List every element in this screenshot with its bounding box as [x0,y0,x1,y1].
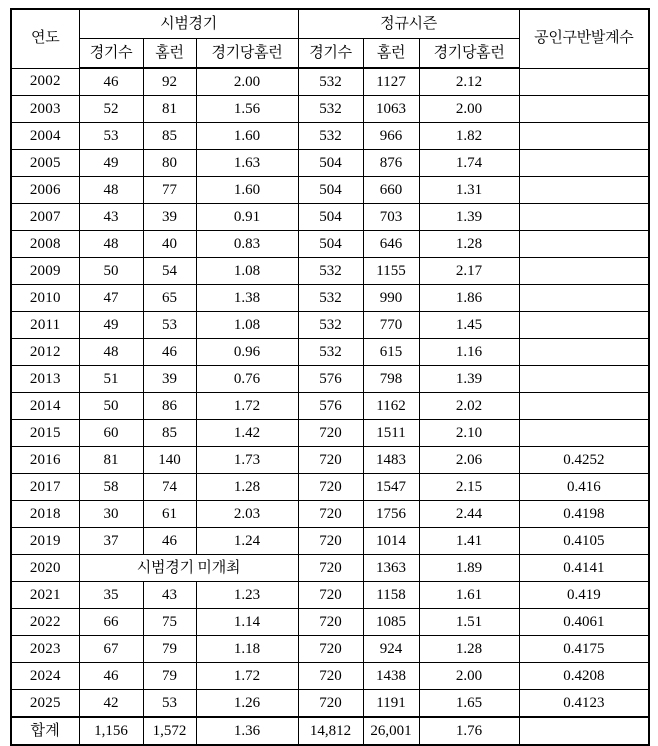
table-row [11,123,649,150]
cell-preseason-games: 66 [79,609,143,636]
cell-regular-hr-per-game: 2.02 [419,393,519,420]
cell-ball-coefficient: 0.4208 [519,663,649,690]
cell-regular-hr-per-game: 2.06 [419,447,519,474]
cell-preseason-homeruns: 39 [143,204,196,231]
cell-preseason-homeruns: 54 [143,258,196,285]
cell-year: 2006 [11,177,79,204]
table-row [11,690,649,718]
cell-year: 2003 [11,96,79,123]
cell-year: 2022 [11,609,79,636]
cell-ball-coefficient [519,339,649,366]
cell-regular-games: 720 [298,636,363,663]
cell-preseason-homeruns: 43 [143,582,196,609]
cell-regular-hr-per-game: 2.15 [419,474,519,501]
cell-regular-hr-per-game: 2.44 [419,501,519,528]
cell-preseason-homeruns: 61 [143,501,196,528]
cell-preseason-hr-per-game: 1.56 [196,96,298,123]
cell-regular-homeruns: 1483 [363,447,419,474]
cell-regular-homeruns: 1155 [363,258,419,285]
cell-year: 2025 [11,690,79,718]
cell-regular-hr-per-game: 1.45 [419,312,519,339]
cell-ball-coefficient: 0.4123 [519,690,649,718]
cell-preseason-games: 46 [79,68,143,96]
table-row [11,258,649,285]
cell-preseason-hr-per-game: 1.72 [196,393,298,420]
table-row [11,366,649,393]
table-row [11,474,649,501]
cell-preseason-homeruns: 65 [143,285,196,312]
cell-regular-hr-per-game: 1.82 [419,123,519,150]
cell-regular-hr-per-game: 1.61 [419,582,519,609]
cell-year: 2020 [11,555,79,582]
cell-preseason-hr-per-game: 2.00 [196,68,298,96]
cell-preseason-games: 47 [79,285,143,312]
cell-preseason-hr-per-game: 1.38 [196,285,298,312]
cell-year: 2016 [11,447,79,474]
cell-year: 2024 [11,663,79,690]
cell-regular-games: 532 [298,258,363,285]
cell-regular-games: 720 [298,582,363,609]
cell-ball-coefficient: 0.416 [519,474,649,501]
column-header-regular-games: 경기수 [298,39,363,69]
cell-regular-hr-per-game: 1.28 [419,636,519,663]
cell-ball-coefficient: 0.419 [519,582,649,609]
table-row [11,582,649,609]
cell-preseason-games: 53 [79,123,143,150]
cell-regular-homeruns: 1547 [363,474,419,501]
cell-regular-hr-per-game: 1.28 [419,231,519,258]
cell-year: 2007 [11,204,79,231]
cell-year: 2021 [11,582,79,609]
cell-preseason-hr-per-game: 0.91 [196,204,298,231]
cell-regular-homeruns: 990 [363,285,419,312]
cell-regular-homeruns: 966 [363,123,419,150]
cell-preseason-homeruns: 85 [143,123,196,150]
cell-total-preseason-games: 1,156 [79,717,143,745]
cell-preseason-hr-per-game: 2.03 [196,501,298,528]
table-sheet [10,8,648,746]
table-row [11,420,649,447]
table-row [11,339,649,366]
cell-regular-games: 720 [298,528,363,555]
cell-ball-coefficient: 0.4061 [519,609,649,636]
cell-preseason-hr-per-game: 1.24 [196,528,298,555]
column-header-regular-hr-per-game: 경기당홈런 [419,39,519,69]
cell-regular-games: 504 [298,204,363,231]
column-header-preseason-games: 경기수 [79,39,143,69]
cell-regular-games: 720 [298,420,363,447]
cell-regular-hr-per-game: 1.16 [419,339,519,366]
cell-total-preseason-hr-per-game: 1.36 [196,717,298,745]
cell-regular-homeruns: 1014 [363,528,419,555]
cell-regular-homeruns: 770 [363,312,419,339]
table-row [11,68,649,96]
cell-preseason-homeruns: 77 [143,177,196,204]
cell-year: 2017 [11,474,79,501]
cell-ball-coefficient [519,68,649,96]
cell-ball-coefficient [519,366,649,393]
cell-total-regular-games: 14,812 [298,717,363,745]
cell-regular-games: 576 [298,393,363,420]
cell-regular-homeruns: 1511 [363,420,419,447]
cell-regular-hr-per-game: 2.00 [419,96,519,123]
cell-regular-homeruns: 615 [363,339,419,366]
table-row [11,96,649,123]
cell-preseason-games: 35 [79,582,143,609]
cell-ball-coefficient: 0.4105 [519,528,649,555]
table-row [11,231,649,258]
table-row [11,204,649,231]
cell-regular-games: 576 [298,366,363,393]
cell-regular-homeruns: 1191 [363,690,419,718]
cell-year: 2019 [11,528,79,555]
cell-preseason-homeruns: 80 [143,150,196,177]
cell-preseason-games: 48 [79,231,143,258]
cell-preseason-games: 30 [79,501,143,528]
cell-preseason-games: 43 [79,204,143,231]
table-row [11,663,649,690]
cell-preseason-hr-per-game: 1.18 [196,636,298,663]
table-row [11,555,649,582]
cell-regular-homeruns: 1363 [363,555,419,582]
cell-preseason-homeruns: 79 [143,663,196,690]
cell-regular-homeruns: 924 [363,636,419,663]
cell-year: 2012 [11,339,79,366]
cell-ball-coefficient [519,150,649,177]
cell-preseason-games: 51 [79,366,143,393]
table-row [11,150,649,177]
cell-regular-hr-per-game: 1.39 [419,204,519,231]
cell-preseason-games: 49 [79,312,143,339]
cell-year: 2011 [11,312,79,339]
cell-preseason-games: 81 [79,447,143,474]
cell-preseason-homeruns: 92 [143,68,196,96]
cell-preseason-hr-per-game: 1.08 [196,312,298,339]
cell-preseason-hr-per-game: 1.60 [196,123,298,150]
cell-regular-games: 720 [298,447,363,474]
cell-ball-coefficient [519,420,649,447]
table-body [11,68,649,745]
cell-year: 2023 [11,636,79,663]
table-row [11,528,649,555]
cell-preseason-homeruns: 53 [143,690,196,718]
cell-regular-homeruns: 798 [363,366,419,393]
cell-preseason-homeruns: 74 [143,474,196,501]
cell-total-regular-hr-per-game: 1.76 [419,717,519,745]
cell-regular-homeruns: 703 [363,204,419,231]
cell-ball-coefficient [519,312,649,339]
cell-year: 2013 [11,366,79,393]
cell-preseason-hr-per-game: 1.14 [196,609,298,636]
column-group-preseason: 시범경기 [79,9,298,39]
table-row [11,177,649,204]
cell-year: 2005 [11,150,79,177]
cell-preseason-games: 46 [79,663,143,690]
cell-ball-coefficient [519,258,649,285]
table-row [11,636,649,663]
cell-preseason-games: 67 [79,636,143,663]
table-row [11,501,649,528]
cell-ball-coefficient [519,393,649,420]
cell-year: 2015 [11,420,79,447]
header-row-group [11,9,649,39]
cell-preseason-games: 50 [79,258,143,285]
cell-total-preseason-homeruns: 1,572 [143,717,196,745]
cell-preseason-homeruns: 79 [143,636,196,663]
column-header-ball-coefficient: 공인구반발계수 [519,9,649,68]
cell-ball-coefficient [519,285,649,312]
table-row [11,609,649,636]
cell-year: 2002 [11,68,79,96]
cell-regular-hr-per-game: 1.86 [419,285,519,312]
cell-preseason-hr-per-game: 1.60 [196,177,298,204]
table-row [11,312,649,339]
cell-regular-games: 720 [298,501,363,528]
column-header-year: 연도 [11,9,79,68]
cell-preseason-homeruns: 75 [143,609,196,636]
table-row [11,447,649,474]
cell-preseason-games: 52 [79,96,143,123]
cell-preseason-homeruns: 46 [143,528,196,555]
cell-regular-hr-per-game: 2.17 [419,258,519,285]
column-group-regular-season: 정규시즌 [298,9,519,39]
cell-preseason-homeruns: 85 [143,420,196,447]
cell-preseason-games: 37 [79,528,143,555]
cell-preseason-games: 48 [79,339,143,366]
cell-regular-games: 532 [298,312,363,339]
cell-year: 2010 [11,285,79,312]
cell-ball-coefficient [519,204,649,231]
cell-regular-homeruns: 876 [363,150,419,177]
cell-preseason-homeruns: 40 [143,231,196,258]
cell-ball-coefficient [519,96,649,123]
cell-preseason-games: 49 [79,150,143,177]
cell-regular-games: 504 [298,150,363,177]
cell-regular-homeruns: 1158 [363,582,419,609]
column-header-regular-homeruns: 홈런 [363,39,419,69]
cell-total-ball-coefficient [519,717,649,745]
table-total-row [11,717,649,745]
cell-regular-homeruns: 1756 [363,501,419,528]
cell-preseason-games: 50 [79,393,143,420]
table-header [11,9,649,68]
cell-regular-games: 720 [298,663,363,690]
cell-preseason-hr-per-game: 1.42 [196,420,298,447]
cell-regular-homeruns: 1063 [363,96,419,123]
cell-regular-homeruns: 646 [363,231,419,258]
cell-preseason-hr-per-game: 0.76 [196,366,298,393]
cell-regular-hr-per-game: 1.74 [419,150,519,177]
cell-preseason-hr-per-game: 0.83 [196,231,298,258]
cell-year: 2014 [11,393,79,420]
cell-preseason-games: 48 [79,177,143,204]
cell-regular-games: 532 [298,339,363,366]
cell-ball-coefficient [519,177,649,204]
table-row [11,285,649,312]
cell-regular-games: 532 [298,68,363,96]
cell-regular-games: 532 [298,96,363,123]
cell-regular-games: 720 [298,474,363,501]
cell-regular-hr-per-game: 1.31 [419,177,519,204]
cell-preseason-hr-per-game: 0.96 [196,339,298,366]
cell-regular-games: 532 [298,123,363,150]
cell-preseason-hr-per-game: 1.72 [196,663,298,690]
cell-preseason-not-held: 시범경기 미개최 [79,555,298,582]
cell-year: 2004 [11,123,79,150]
cell-preseason-homeruns: 140 [143,447,196,474]
cell-regular-homeruns: 1438 [363,663,419,690]
cell-ball-coefficient [519,231,649,258]
cell-total-label: 합계 [11,717,79,745]
cell-total-regular-homeruns: 26,001 [363,717,419,745]
cell-regular-hr-per-game: 2.10 [419,420,519,447]
statistics-table [10,8,650,746]
cell-preseason-homeruns: 81 [143,96,196,123]
cell-year: 2009 [11,258,79,285]
cell-regular-hr-per-game: 1.89 [419,555,519,582]
cell-preseason-homeruns: 46 [143,339,196,366]
cell-year: 2018 [11,501,79,528]
cell-regular-games: 504 [298,231,363,258]
cell-regular-hr-per-game: 1.51 [419,609,519,636]
cell-preseason-hr-per-game: 1.08 [196,258,298,285]
cell-regular-hr-per-game: 1.41 [419,528,519,555]
cell-regular-games: 720 [298,690,363,718]
column-header-preseason-hr-per-game: 경기당홈런 [196,39,298,69]
cell-regular-hr-per-game: 1.39 [419,366,519,393]
cell-regular-homeruns: 660 [363,177,419,204]
cell-regular-homeruns: 1085 [363,609,419,636]
cell-preseason-hr-per-game: 1.73 [196,447,298,474]
cell-preseason-hr-per-game: 1.26 [196,690,298,718]
cell-regular-hr-per-game: 2.00 [419,663,519,690]
cell-regular-games: 720 [298,555,363,582]
cell-regular-games: 720 [298,609,363,636]
cell-ball-coefficient: 0.4252 [519,447,649,474]
cell-preseason-hr-per-game: 1.63 [196,150,298,177]
cell-preseason-homeruns: 86 [143,393,196,420]
cell-regular-hr-per-game: 1.65 [419,690,519,718]
cell-preseason-hr-per-game: 1.23 [196,582,298,609]
cell-preseason-games: 42 [79,690,143,718]
cell-preseason-games: 58 [79,474,143,501]
cell-regular-homeruns: 1127 [363,68,419,96]
cell-regular-homeruns: 1162 [363,393,419,420]
cell-preseason-hr-per-game: 1.28 [196,474,298,501]
cell-ball-coefficient [519,123,649,150]
cell-preseason-games: 60 [79,420,143,447]
cell-ball-coefficient: 0.4141 [519,555,649,582]
cell-preseason-homeruns: 53 [143,312,196,339]
cell-preseason-homeruns: 39 [143,366,196,393]
cell-regular-games: 532 [298,285,363,312]
cell-ball-coefficient: 0.4175 [519,636,649,663]
table-row [11,393,649,420]
cell-ball-coefficient: 0.4198 [519,501,649,528]
cell-regular-games: 504 [298,177,363,204]
column-header-preseason-homeruns: 홈런 [143,39,196,69]
cell-regular-hr-per-game: 2.12 [419,68,519,96]
cell-year: 2008 [11,231,79,258]
